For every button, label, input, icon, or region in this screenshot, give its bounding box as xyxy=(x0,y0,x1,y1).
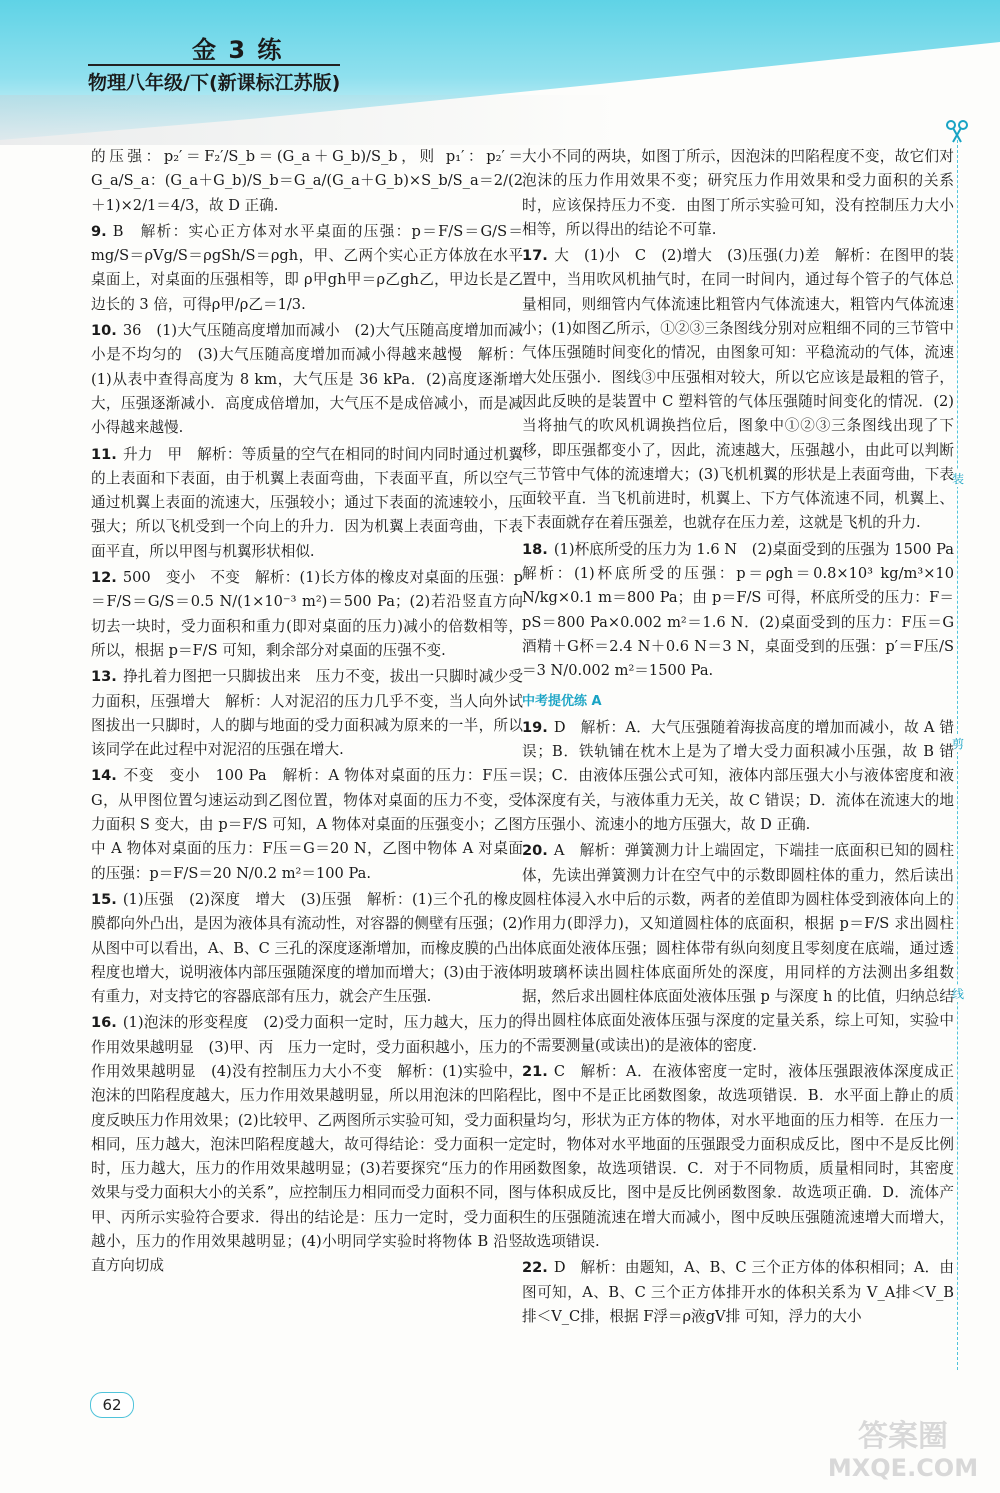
answer-item xyxy=(91,220,523,317)
answer-item xyxy=(91,665,523,762)
answer-item xyxy=(91,443,523,564)
answer-text: A 解析：弹簧测力计上端固定，下端挂一底面积已知的圆柱体，先读出弹簧测力计在空气中的示数即圆柱体的重力，然后读出圆柱体浸入水中后的示数，两者的差值即为圆柱体受到液体向上的作用力(即浮力)，又知道圆柱体的底面积，根据 p＝F/S 求出圆柱体底面处液体压强；圆柱体带有纵向刻度且零刻度在底端，通过透明玻璃杯读出圆柱体底面所处的深度，用同样的方法测出多组数据，然后求出圆柱体底面处液体压强 p 与深度 h 的比值，归纳总结得出圆柱体底面处液体压强与深度的定量关系，综上可知，实验中不需要测量(或读出)的是液体的密度. xyxy=(522,842,954,1054)
answer-item xyxy=(522,716,954,837)
answer-text: 升力 甲 解析：等质量的空气在相同的时间内同时通过机翼的上表面和下表面，由于机翼上表面弯曲，下表面平直，所以空气通过机翼上表面的流速大，压强较小；通过下表面的流速较小，压强大；所以飞机受到一个向上的升力．因为机翼上表面弯曲，下表面平直，所以甲图与机翼形状相似. xyxy=(91,445,523,560)
question-number: 15. xyxy=(91,890,117,908)
answer-item xyxy=(522,1060,954,1254)
answer-item xyxy=(91,145,523,218)
answer-text: D 解析：由题知，A、B、C 三个正方体的体积相同；A．由图可知，A、B、C 三个正方体排开水的体积关系为 V_A排＜V_B排＜V_C排，根据 F浮＝ρ液gV排 可知，浮力的大小 xyxy=(522,1259,954,1325)
answer-text: 不变 变小 100 Pa 解析：A 物体对桌面的压力：F压＝G，从甲图位置匀速运动到乙图位置，物体对桌面的压力不变，受力面积 S 变大，由 p＝F/S 可知，A 物体对桌面的压强变小；乙图中 A 物体对桌面的压力：F压＝G＝20 N，乙图中物体 A 对桌面的压强：p＝F/S＝20 N/0.2 m²＝100 Pa. xyxy=(91,767,523,882)
question-number: 18. xyxy=(522,540,548,558)
answer-item xyxy=(522,839,954,1058)
answer-text: (1)泡沫的形变程度 (2)受力面积一定时，压力越大，压力的作用效果越明显 (3)甲、丙 压力一定时，受力面积越小，压力的作用效果越明显 (4)没有控制压力大小不变 解析：(1)实验中，泡沫的凹陷程度越大，压力作用效果越明显，所以用泡沫的凹陷程度反映压力作用效果；(2)比较甲、乙两图所示实验可知，受力面积相同，压力越大，泡沫凹陷程度越大，故可得结论：受力面积一定时，压力越大，压力的作用效果越明显；(3)若要探究“压力的作用效果与受力面积大小的关系”，应控制压力相同而受力面积不同，图甲、丙所示实验符合要求．得出的结论是：压力一定时，受力面积越小，压力的作用效果越明显；(4)小明同学实验时将物体 B 沿竖直方向切成 xyxy=(91,1014,523,1275)
question-number: 17. xyxy=(522,247,548,265)
watermark-line2: MXQE.COM xyxy=(827,1454,979,1482)
answer-item xyxy=(522,145,954,242)
answer-text: 36 (1)大气压随高度增加而减小 (2)大气压随高度增加而减小是不均匀的 (3)大气压随高度增加而减小得越来越慢 解析：(1)从表中查得高度为 8 km，大气压是 36 kPa．(2)高度逐渐增大，压强逐渐减小．高度成倍增加，大气压不是成倍减小，而是减小得越来越慢. xyxy=(91,322,523,437)
question-number: 21. xyxy=(522,1062,548,1080)
cut-label-line: 线 xyxy=(951,987,964,1001)
answer-text: B 解析：实心正方体对水平桌面的压强：p＝F/S＝G/S＝mg/S＝ρVg/S＝ρgSh/S＝ρgh，甲、乙两个实心正方体放在水平桌面上，对桌面的压强相等，即 ρ甲gh甲＝ρ乙gh乙，甲边长是乙边长的 3 倍，可得ρ甲/ρ乙＝1/3. xyxy=(91,222,523,313)
question-number: 22. xyxy=(522,1259,548,1277)
answer-item xyxy=(522,244,954,536)
answer-item xyxy=(522,1256,954,1329)
page-number: 62 xyxy=(90,1392,134,1418)
question-number: 20. xyxy=(522,842,548,860)
question-number: 19. xyxy=(522,718,548,736)
brand-title: 金 3 练 xyxy=(192,36,284,64)
answer-item xyxy=(91,764,523,885)
answer-text: (1)杯底所受的压力为 1.6 N (2)桌面受到的压强为 1500 Pa 解析：(1)杯底所受的压强：p＝ρgh＝0.8×10³ kg/m³×10 N/kg×0.1 m＝800 Pa；由 p＝F/S 可得，杯底所受的压力：F＝pS＝800 Pa×0.002 m²＝1.6 N．(2)桌面受到的压力：F压＝G酒精＋G杯＝2.4 N＋0.6 N＝3 N，桌面受到的压强：p′＝F压/S＝3 N/0.002 m²＝1500 Pa. xyxy=(522,540,969,680)
answer-text: 大 (1)小 C (2)增大 (3)压强(力)差 解析：在图甲的装置中，当用吹风机抽气时，在同一时间内，通过每个管子的气体总量相同，则细管内气体流速比粗管内气体流速大，粗管内气体流速小；(1)如图乙所示，①②③三条图线分别对应粗细不同的三节管中气体压强随时间变化的情况，由图象可知：平稳流动的气体，流速大处压强小．图线③中压强相对较大，所以它应该是最粗的管子，因此反映的是装置中 C 塑料管的气体压强随时间变化的情况．(2)当将抽气的吹风机调换挡位后，图象中①②③三条图线出现了下移，即压强都变小了，因此，流速越大，压强越小，由此可以判断三节管中气体的流速增大；(3)飞机机翼的形状是上表面弯曲，下表面较平直．当飞机前进时，机翼上、下方气体流速不同，机翼上、下表面就存在着压强差，也就存在压力差，这就是飞机的升力. xyxy=(522,247,954,532)
answer-text: D 解析：A．大气压强随着海拔高度的增加而减小，故 A 错误；B．铁轨铺在枕木上是为了增大受力面积减小压强，故 B 错误；C．由液体压强公式可知，液体内部压强大小与液体密度和液体深度有关，与液体重力无关，故 C 错误；D．流体在流速大的地方压强小、流速小的地方压强大，故 D 正确. xyxy=(522,718,954,834)
cut-label-cut: 剪 xyxy=(951,737,964,751)
answer-item xyxy=(91,888,523,1009)
answer-text: 500 变小 不变 解析：(1)长方体的橡皮对桌面的压强：p＝F/S＝G/S＝0.5 N/(1×10⁻³ m²)＝500 Pa；(2)若沿竖直方向切去一块时，受力面积和重力(即对桌面的压力)减小的倍数相等，所以，根据 p＝F/S 可知，剩余部分对桌面的压强不变. xyxy=(91,569,523,659)
answer-text: 大小不同的两块，如图丁所示，因泡沫的凹陷程度不变，故它们对泡沫的压力作用效果不变；研究压力作用效果和受力面积的关系时，应该保持压力不变．由图丁所示实验可知，没有控制压力大小相等，所以得出的结论不可靠. xyxy=(522,148,954,238)
answer-item xyxy=(91,1011,523,1278)
question-number: 10. xyxy=(91,322,117,340)
answer-text: 挣扎着力图把一只脚拔出来 压力不变，拔出一只脚时减少受力面积，压强增大 解析：人对泥沼的压力几乎不变，当人向外试图拔出一只脚时，人的脚与地面的受力面积减为原来的一半，所以该同学在此过程中对泥沼的压强在增大. xyxy=(91,668,523,759)
question-number: 9. xyxy=(91,222,107,240)
left-column xyxy=(91,145,523,1281)
right-column xyxy=(522,145,969,1331)
cut-label-bind: 装 xyxy=(951,472,964,486)
answer-text: 的压强：p₂′＝F₂′/S_b＝(G_a＋G_b)/S_b，则 p₁′：p₂′＝G_a/S_a：(G_a＋G_b)/S_b＝G_a/(G_a＋G_b)×S_b/S_a＝2/(2＋1)×2/1＝4/3，故 D 正确. xyxy=(91,148,523,214)
question-number: 16. xyxy=(91,1014,117,1032)
answer-item xyxy=(91,319,523,440)
section-heading: 中考提优练 A xyxy=(522,693,602,709)
question-number: 14. xyxy=(91,767,117,785)
answer-item xyxy=(522,538,969,684)
watermark-line1: 答案圈 xyxy=(858,1419,948,1454)
question-number: 11. xyxy=(91,445,117,463)
watermark-logo xyxy=(818,1412,988,1484)
book-subtitle: 物理八年级/下(新课标江苏版) xyxy=(88,64,340,95)
answer-text: (1)压强 (2)深度 增大 (3)压强 解析：(1)三个孔的橡皮膜都向外凸出，是因为液体具有流动性，对容器的侧壁有压强；(2)从图中可以看出，A、B、C 三孔的深度逐渐增加，而橡皮膜的凸出程度也增大，说明液体内部压强随深度的增加而增大；(3)由于液体有重力，对支持它的容器底部有压力，就会产生压强. xyxy=(91,890,523,1006)
answer-item xyxy=(91,566,523,663)
cut-line xyxy=(957,140,958,1370)
answer-text: C 解析：A．在液体密度一定时，液体压强跟液体深度成正比，图中不是正比函数图象，故选项错误．B．水平面上静止的质量均匀，形状为正方体的物体，对水平地面的压力相等．在压力一定时，物体对水平地面的压强跟受力面积成反比，图中不是反比例函数图象，故选项错误．C．对于不同物质，质量相同时，其密度与体积成反比，图中是反比例函数图象．故选项正确．D．流体产生的压强随流速在增大而减小，图中反映压强随流速增大而增大，故选项错误. xyxy=(522,1062,954,1251)
header-shade xyxy=(0,95,620,145)
question-number: 13. xyxy=(91,668,117,686)
question-number: 12. xyxy=(91,569,117,587)
